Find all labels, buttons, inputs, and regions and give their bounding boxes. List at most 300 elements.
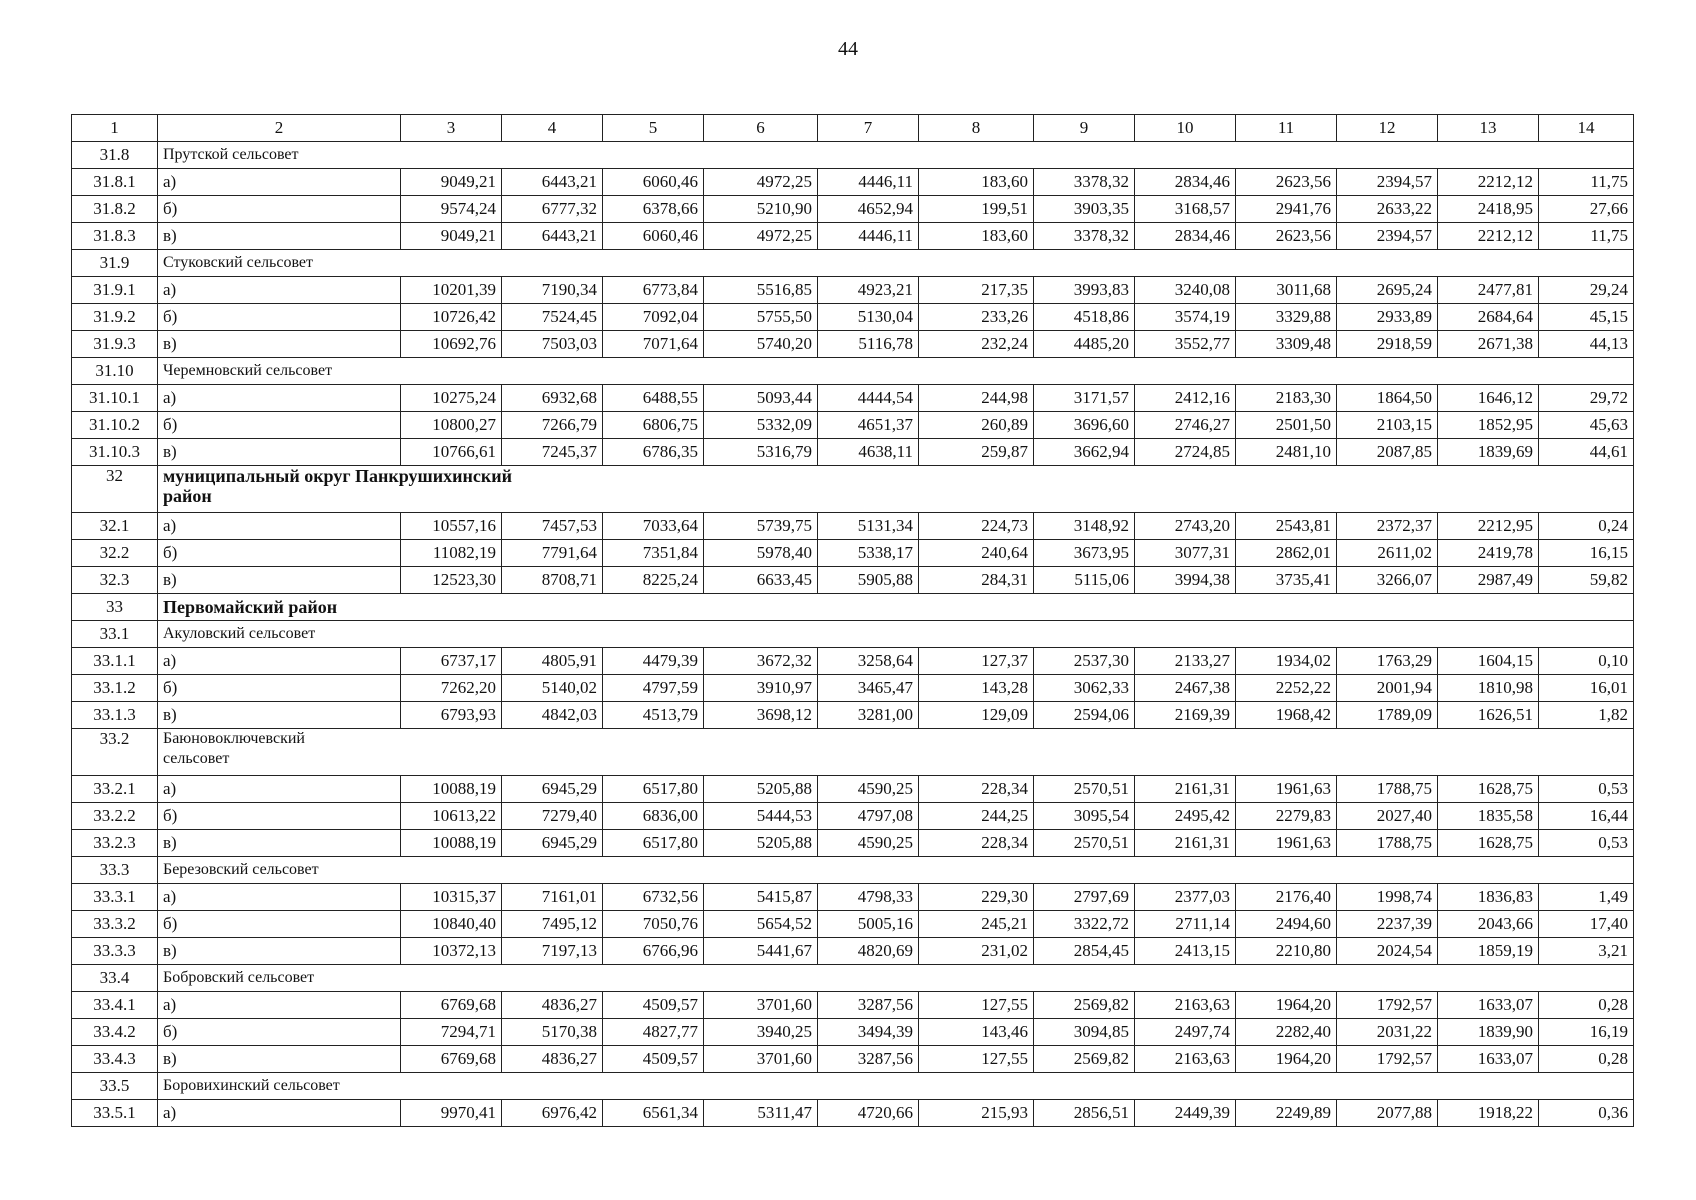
value-cell: 1839,90: [1438, 1019, 1539, 1046]
value-cell: 4651,37: [818, 412, 919, 439]
row-index: 31.10.3: [72, 439, 158, 466]
value-cell: 2854,45: [1034, 938, 1135, 965]
value-cell: 3673,95: [1034, 540, 1135, 567]
row-variant-label: а): [158, 884, 401, 911]
value-cell: 232,24: [919, 331, 1034, 358]
value-cell: 2594,06: [1034, 702, 1135, 729]
value-cell: 6777,32: [502, 196, 603, 223]
value-cell: 5332,09: [704, 412, 818, 439]
value-cell: 4485,20: [1034, 331, 1135, 358]
value-cell: 10201,39: [401, 277, 502, 304]
data-row: [72, 702, 1634, 729]
row-variant-label: а): [158, 169, 401, 196]
value-cell: 27,66: [1539, 196, 1634, 223]
value-cell: 16,15: [1539, 540, 1634, 567]
value-cell: 1626,51: [1438, 702, 1539, 729]
value-cell: 1,82: [1539, 702, 1634, 729]
value-cell: 2133,27: [1135, 648, 1236, 675]
section-row: [72, 729, 1634, 776]
value-cell: 5130,04: [818, 304, 919, 331]
value-cell: 2176,40: [1236, 884, 1337, 911]
value-cell: 2249,89: [1236, 1100, 1337, 1127]
value-cell: 233,26: [919, 304, 1034, 331]
row-variant-label: б): [158, 540, 401, 567]
table-body: [72, 115, 1634, 1127]
column-number-cell: 4: [502, 115, 603, 142]
value-cell: 4805,91: [502, 648, 603, 675]
row-variant-label: в): [158, 567, 401, 594]
value-cell: 5755,50: [704, 304, 818, 331]
value-cell: 2377,03: [1135, 884, 1236, 911]
value-cell: 45,63: [1539, 412, 1634, 439]
value-cell: 5905,88: [818, 567, 919, 594]
row-index: 33.3.2: [72, 911, 158, 938]
value-cell: 1964,20: [1236, 1046, 1337, 1073]
value-cell: 2418,95: [1438, 196, 1539, 223]
value-cell: 1628,75: [1438, 830, 1539, 857]
value-cell: 127,55: [919, 1046, 1034, 1073]
value-cell: 2797,69: [1034, 884, 1135, 911]
value-cell: 4842,03: [502, 702, 603, 729]
value-cell: 5115,06: [1034, 567, 1135, 594]
data-row: [72, 196, 1634, 223]
value-cell: 5210,90: [704, 196, 818, 223]
value-cell: 2918,59: [1337, 331, 1438, 358]
value-cell: 2834,46: [1135, 223, 1236, 250]
section-index: 33: [72, 594, 158, 621]
value-cell: 4798,33: [818, 884, 919, 911]
section-index: 33.4: [72, 965, 158, 992]
value-cell: 1763,29: [1337, 648, 1438, 675]
row-variant-label: а): [158, 648, 401, 675]
value-cell: 2412,16: [1135, 385, 1236, 412]
value-cell: 2633,22: [1337, 196, 1438, 223]
value-cell: 4509,57: [603, 992, 704, 1019]
row-index: 31.8.2: [72, 196, 158, 223]
value-cell: 6766,96: [603, 938, 704, 965]
value-cell: 217,35: [919, 277, 1034, 304]
row-variant-label: а): [158, 513, 401, 540]
column-number-cell: 6: [704, 115, 818, 142]
value-cell: 6945,29: [502, 776, 603, 803]
value-cell: 2477,81: [1438, 277, 1539, 304]
value-cell: 8225,24: [603, 567, 704, 594]
value-cell: 1633,07: [1438, 992, 1539, 1019]
value-cell: 2862,01: [1236, 540, 1337, 567]
section-index: 31.9: [72, 250, 158, 277]
section-title: [158, 729, 1634, 776]
value-cell: 2169,39: [1135, 702, 1236, 729]
value-cell: 1835,58: [1438, 803, 1539, 830]
value-cell: 6769,68: [401, 992, 502, 1019]
value-cell: 2163,63: [1135, 1046, 1236, 1073]
value-cell: 6773,84: [603, 277, 704, 304]
value-cell: 0,24: [1539, 513, 1634, 540]
value-cell: 199,51: [919, 196, 1034, 223]
value-cell: 3672,32: [704, 648, 818, 675]
section-title-text: Баюновоключевский сельсовет: [163, 730, 305, 767]
row-index: 33.1.2: [72, 675, 158, 702]
value-cell: 2987,49: [1438, 567, 1539, 594]
value-cell: 6786,35: [603, 439, 704, 466]
section-title: Прутской сельсовет: [158, 142, 1634, 169]
value-cell: 3735,41: [1236, 567, 1337, 594]
value-cell: 6769,68: [401, 1046, 502, 1073]
value-cell: 7033,64: [603, 513, 704, 540]
value-cell: 4518,86: [1034, 304, 1135, 331]
value-cell: 2210,80: [1236, 938, 1337, 965]
section-row: [72, 857, 1634, 884]
value-cell: 215,93: [919, 1100, 1034, 1127]
value-cell: 5205,88: [704, 830, 818, 857]
value-cell: 0,36: [1539, 1100, 1634, 1127]
value-cell: 7457,53: [502, 513, 603, 540]
value-cell: 9049,21: [401, 169, 502, 196]
value-cell: 7071,64: [603, 331, 704, 358]
section-title: Бобровский сельсовет: [158, 965, 1634, 992]
value-cell: 2001,94: [1337, 675, 1438, 702]
value-cell: 1646,12: [1438, 385, 1539, 412]
value-cell: 1836,83: [1438, 884, 1539, 911]
value-cell: 7279,40: [502, 803, 603, 830]
value-cell: 2543,81: [1236, 513, 1337, 540]
value-cell: 4446,11: [818, 169, 919, 196]
value-cell: 3077,31: [1135, 540, 1236, 567]
value-cell: 6945,29: [502, 830, 603, 857]
section-index: 33.3: [72, 857, 158, 884]
value-cell: 2834,46: [1135, 169, 1236, 196]
value-cell: 6443,21: [502, 223, 603, 250]
column-number-cell: 8: [919, 115, 1034, 142]
value-cell: 2252,22: [1236, 675, 1337, 702]
value-cell: 4923,21: [818, 277, 919, 304]
value-cell: 1792,57: [1337, 992, 1438, 1019]
data-row: [72, 830, 1634, 857]
value-cell: 1628,75: [1438, 776, 1539, 803]
value-cell: 2413,15: [1135, 938, 1236, 965]
value-cell: 6932,68: [502, 385, 603, 412]
value-cell: 4820,69: [818, 938, 919, 965]
value-cell: 3,21: [1539, 938, 1634, 965]
section-row: [72, 142, 1634, 169]
value-cell: 3287,56: [818, 992, 919, 1019]
value-cell: 29,24: [1539, 277, 1634, 304]
value-cell: 1792,57: [1337, 1046, 1438, 1073]
value-cell: 2623,56: [1236, 169, 1337, 196]
value-cell: 1961,63: [1236, 776, 1337, 803]
value-cell: 3309,48: [1236, 331, 1337, 358]
value-cell: 10726,42: [401, 304, 502, 331]
row-variant-label: а): [158, 992, 401, 1019]
row-index: 31.9.3: [72, 331, 158, 358]
row-variant-label: б): [158, 304, 401, 331]
value-cell: 2497,74: [1135, 1019, 1236, 1046]
data-row: [72, 992, 1634, 1019]
value-cell: 7351,84: [603, 540, 704, 567]
value-cell: 5978,40: [704, 540, 818, 567]
data-row: [72, 513, 1634, 540]
value-cell: 7791,64: [502, 540, 603, 567]
value-cell: 3148,92: [1034, 513, 1135, 540]
value-cell: 240,64: [919, 540, 1034, 567]
value-cell: 5116,78: [818, 331, 919, 358]
section-row: [72, 965, 1634, 992]
value-cell: 3329,88: [1236, 304, 1337, 331]
value-cell: 12523,30: [401, 567, 502, 594]
section-title: Боровихинский сельсовет: [158, 1073, 1634, 1100]
value-cell: 10275,24: [401, 385, 502, 412]
value-cell: 224,73: [919, 513, 1034, 540]
value-cell: 1789,09: [1337, 702, 1438, 729]
value-cell: 3378,32: [1034, 169, 1135, 196]
row-index: 31.9.2: [72, 304, 158, 331]
value-cell: 10315,37: [401, 884, 502, 911]
value-cell: 127,37: [919, 648, 1034, 675]
data-row: [72, 803, 1634, 830]
data-row: [72, 223, 1634, 250]
value-cell: 4836,27: [502, 992, 603, 1019]
value-cell: 16,44: [1539, 803, 1634, 830]
value-cell: 1968,42: [1236, 702, 1337, 729]
column-number-cell: 10: [1135, 115, 1236, 142]
data-row: [72, 938, 1634, 965]
value-cell: 3095,54: [1034, 803, 1135, 830]
row-variant-label: в): [158, 830, 401, 857]
value-cell: 183,60: [919, 223, 1034, 250]
section-index: 31.8: [72, 142, 158, 169]
value-cell: 2183,30: [1236, 385, 1337, 412]
data-row: [72, 277, 1634, 304]
data-row: [72, 412, 1634, 439]
data-row: [72, 169, 1634, 196]
value-cell: 1604,15: [1438, 648, 1539, 675]
value-cell: 9970,41: [401, 1100, 502, 1127]
section-index: 31.10: [72, 358, 158, 385]
value-cell: 1998,74: [1337, 884, 1438, 911]
value-cell: 1864,50: [1337, 385, 1438, 412]
data-row: [72, 1019, 1634, 1046]
value-cell: 2031,22: [1337, 1019, 1438, 1046]
value-cell: 6060,46: [603, 169, 704, 196]
value-cell: 4797,59: [603, 675, 704, 702]
value-cell: 2212,95: [1438, 513, 1539, 540]
value-cell: 2077,88: [1337, 1100, 1438, 1127]
column-number-cell: 12: [1337, 115, 1438, 142]
value-cell: 2087,85: [1337, 439, 1438, 466]
value-cell: 2623,56: [1236, 223, 1337, 250]
row-index: 33.4.2: [72, 1019, 158, 1046]
value-cell: 2743,20: [1135, 513, 1236, 540]
value-cell: 1964,20: [1236, 992, 1337, 1019]
row-index: 33.3.1: [72, 884, 158, 911]
value-cell: 3940,25: [704, 1019, 818, 1046]
value-cell: 3062,33: [1034, 675, 1135, 702]
value-cell: 0,53: [1539, 830, 1634, 857]
row-index: 32.1: [72, 513, 158, 540]
value-cell: 0,53: [1539, 776, 1634, 803]
value-cell: 2711,14: [1135, 911, 1236, 938]
value-cell: 4972,25: [704, 223, 818, 250]
row-variant-label: б): [158, 803, 401, 830]
section-title-text: муниципальный округ Панкрушихинский район: [163, 466, 512, 506]
value-cell: 2501,50: [1236, 412, 1337, 439]
value-cell: 10088,19: [401, 830, 502, 857]
value-cell: 7190,34: [502, 277, 603, 304]
data-row: [72, 1100, 1634, 1127]
value-cell: 4590,25: [818, 830, 919, 857]
data-row: [72, 884, 1634, 911]
value-cell: 5093,44: [704, 385, 818, 412]
data-row: [72, 911, 1634, 938]
value-cell: 143,46: [919, 1019, 1034, 1046]
value-cell: 4446,11: [818, 223, 919, 250]
value-cell: 259,87: [919, 439, 1034, 466]
value-cell: 4827,77: [603, 1019, 704, 1046]
section-title: [158, 466, 1634, 513]
value-cell: 4509,57: [603, 1046, 704, 1073]
value-cell: 45,15: [1539, 304, 1634, 331]
column-number-cell: 3: [401, 115, 502, 142]
value-cell: 2449,39: [1135, 1100, 1236, 1127]
value-cell: 1,49: [1539, 884, 1634, 911]
value-cell: 6836,00: [603, 803, 704, 830]
row-variant-label: б): [158, 675, 401, 702]
value-cell: 6976,42: [502, 1100, 603, 1127]
data-row: [72, 675, 1634, 702]
value-cell: 3552,77: [1135, 331, 1236, 358]
value-cell: 2611,02: [1337, 540, 1438, 567]
value-cell: 2279,83: [1236, 803, 1337, 830]
row-variant-label: в): [158, 1046, 401, 1073]
value-cell: 2537,30: [1034, 648, 1135, 675]
row-variant-label: б): [158, 412, 401, 439]
tariff-table: [71, 114, 1634, 1127]
value-cell: 229,30: [919, 884, 1034, 911]
value-cell: 10800,27: [401, 412, 502, 439]
section-title: Первомайский район: [158, 594, 1634, 621]
value-cell: 5205,88: [704, 776, 818, 803]
row-index: 31.10.2: [72, 412, 158, 439]
value-cell: 5740,20: [704, 331, 818, 358]
value-cell: 5441,67: [704, 938, 818, 965]
value-cell: 3993,83: [1034, 277, 1135, 304]
value-cell: 3994,38: [1135, 567, 1236, 594]
page-number: 44: [838, 38, 858, 60]
value-cell: 5140,02: [502, 675, 603, 702]
column-number-cell: 11: [1236, 115, 1337, 142]
value-cell: 284,31: [919, 567, 1034, 594]
row-index: 31.9.1: [72, 277, 158, 304]
value-cell: 1859,19: [1438, 938, 1539, 965]
value-cell: 4720,66: [818, 1100, 919, 1127]
value-cell: 6060,46: [603, 223, 704, 250]
value-cell: 5338,17: [818, 540, 919, 567]
row-index: 33.1.3: [72, 702, 158, 729]
value-cell: 59,82: [1539, 567, 1634, 594]
value-cell: 3258,64: [818, 648, 919, 675]
value-cell: 2282,40: [1236, 1019, 1337, 1046]
value-cell: 7161,01: [502, 884, 603, 911]
value-cell: 4836,27: [502, 1046, 603, 1073]
value-cell: 3574,19: [1135, 304, 1236, 331]
value-cell: 3910,97: [704, 675, 818, 702]
value-cell: 6737,17: [401, 648, 502, 675]
row-variant-label: в): [158, 223, 401, 250]
value-cell: 5516,85: [704, 277, 818, 304]
value-cell: 17,40: [1539, 911, 1634, 938]
value-cell: 44,13: [1539, 331, 1634, 358]
row-index: 33.1.1: [72, 648, 158, 675]
value-cell: 1934,02: [1236, 648, 1337, 675]
value-cell: 5444,53: [704, 803, 818, 830]
row-variant-label: а): [158, 385, 401, 412]
value-cell: 2103,15: [1337, 412, 1438, 439]
value-cell: 2161,31: [1135, 776, 1236, 803]
row-variant-label: в): [158, 331, 401, 358]
data-row: [72, 304, 1634, 331]
value-cell: 29,72: [1539, 385, 1634, 412]
value-cell: 2495,42: [1135, 803, 1236, 830]
data-row: [72, 385, 1634, 412]
value-cell: 3171,57: [1034, 385, 1135, 412]
value-cell: 6517,80: [603, 776, 704, 803]
value-cell: 1633,07: [1438, 1046, 1539, 1073]
row-index: 33.2.1: [72, 776, 158, 803]
value-cell: 6793,93: [401, 702, 502, 729]
row-index: 32.2: [72, 540, 158, 567]
data-row: [72, 1046, 1634, 1073]
value-cell: 2027,40: [1337, 803, 1438, 830]
value-cell: 7092,04: [603, 304, 704, 331]
value-cell: 7197,13: [502, 938, 603, 965]
value-cell: 4513,79: [603, 702, 704, 729]
row-index: 31.8.3: [72, 223, 158, 250]
value-cell: 3168,57: [1135, 196, 1236, 223]
column-number-cell: 9: [1034, 115, 1135, 142]
value-cell: 4797,08: [818, 803, 919, 830]
row-variant-label: в): [158, 702, 401, 729]
row-index: 31.10.1: [72, 385, 158, 412]
value-cell: 2570,51: [1034, 776, 1135, 803]
value-cell: 6488,55: [603, 385, 704, 412]
value-cell: 0,10: [1539, 648, 1634, 675]
value-cell: 2941,76: [1236, 196, 1337, 223]
value-cell: 7262,20: [401, 675, 502, 702]
value-cell: 228,34: [919, 830, 1034, 857]
value-cell: 10766,61: [401, 439, 502, 466]
value-cell: 5005,16: [818, 911, 919, 938]
value-cell: 10557,16: [401, 513, 502, 540]
value-cell: 2684,64: [1438, 304, 1539, 331]
column-number-cell: 14: [1539, 115, 1634, 142]
value-cell: 0,28: [1539, 1046, 1634, 1073]
row-variant-label: б): [158, 196, 401, 223]
value-cell: 9574,24: [401, 196, 502, 223]
row-index: 33.4.3: [72, 1046, 158, 1073]
value-cell: 7503,03: [502, 331, 603, 358]
section-row: [72, 358, 1634, 385]
value-cell: 2024,54: [1337, 938, 1438, 965]
value-cell: 1839,69: [1438, 439, 1539, 466]
value-cell: 3696,60: [1034, 412, 1135, 439]
value-cell: 4972,25: [704, 169, 818, 196]
value-cell: 5654,52: [704, 911, 818, 938]
value-cell: 10088,19: [401, 776, 502, 803]
value-cell: 16,19: [1539, 1019, 1634, 1046]
value-cell: 7495,12: [502, 911, 603, 938]
value-cell: 3011,68: [1236, 277, 1337, 304]
data-row: [72, 439, 1634, 466]
